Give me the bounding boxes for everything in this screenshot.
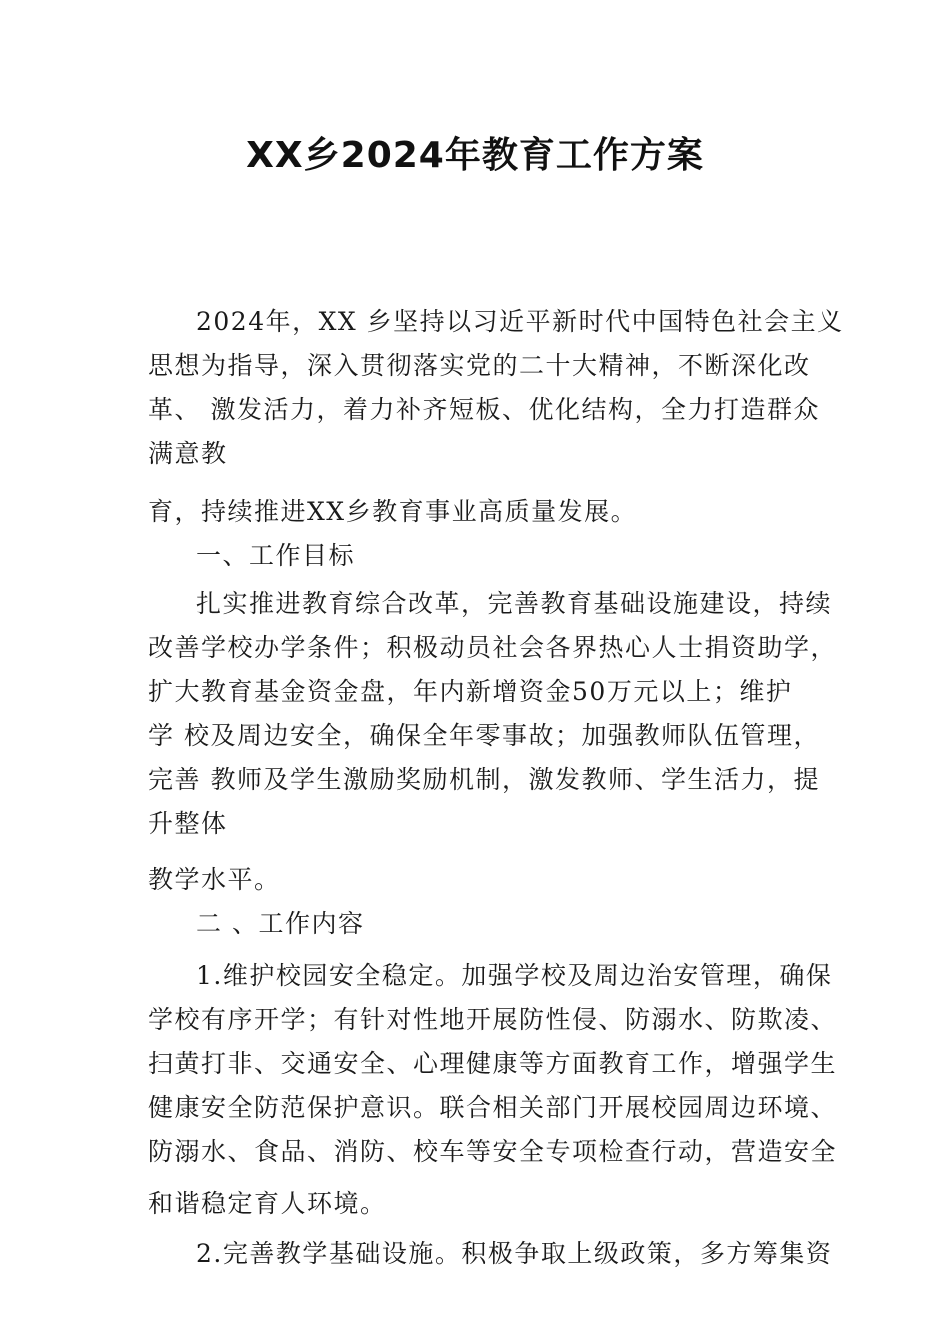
paragraph-line: 扩大教育基金资金盘，年内新增资金50万元以上；维护 xyxy=(148,677,793,706)
paragraph-line: 改善学校办学条件；积极动员社会各界热心人士捐资助学， xyxy=(148,633,838,662)
paragraph-line: 扎实推进教育综合改革，完善教育基础设施建设，持续 xyxy=(196,589,833,618)
paragraph-line: 教学水平。 xyxy=(148,865,281,894)
paragraph-line: 思想为指导，深入贯彻落实党的二十大精神，不断深化改 xyxy=(148,351,811,380)
paragraph-line: 防溺水、食品、消防、校车等安全专项检查行动，营造安全 xyxy=(148,1137,838,1166)
section-heading: 一、工作目标 xyxy=(196,541,356,570)
paragraph-line: 1.维护校园安全稳定。加强学校及周边治安管理，确保 xyxy=(196,961,833,990)
paragraph-line: 扫黄打非、交通安全、心理健康等方面教育工作，增强学生 xyxy=(148,1049,838,1078)
document-title: XX乡2024年教育工作方案 xyxy=(246,135,704,176)
paragraph-line: 和谐稳定育人环境。 xyxy=(148,1189,387,1218)
paragraph-line: 育，持续推进XX乡教育事业高质量发展。 xyxy=(148,497,638,526)
paragraph-line: 完善 教师及学生激励奖励机制，激发教师、学生活力，提 xyxy=(148,765,820,794)
paragraph-line: 学校有序开学；有针对性地开展防性侵、防溺水、防欺凌、 xyxy=(148,1005,838,1034)
paragraph-line: 2.完善教学基础设施。积极争取上级政策，多方筹集资 xyxy=(196,1239,833,1268)
paragraph-line: 学 校及周边安全，确保全年零事故；加强教师队伍管理， xyxy=(148,721,820,750)
section-heading: 二 、工作内容 xyxy=(196,909,365,938)
paragraph-line: 健康安全防范保护意识。联合相关部门开展校园周边环境、 xyxy=(148,1093,838,1122)
paragraph-line: 满意教 xyxy=(148,439,228,468)
paragraph-line: 革、 激发活力，着力补齐短板、优化结构，全力打造群众 xyxy=(148,395,820,424)
paragraph-line: 升整体 xyxy=(148,809,228,838)
paragraph-line: 2024年，XX 乡坚持以习近平新时代中国特色社会主义 xyxy=(196,307,844,336)
